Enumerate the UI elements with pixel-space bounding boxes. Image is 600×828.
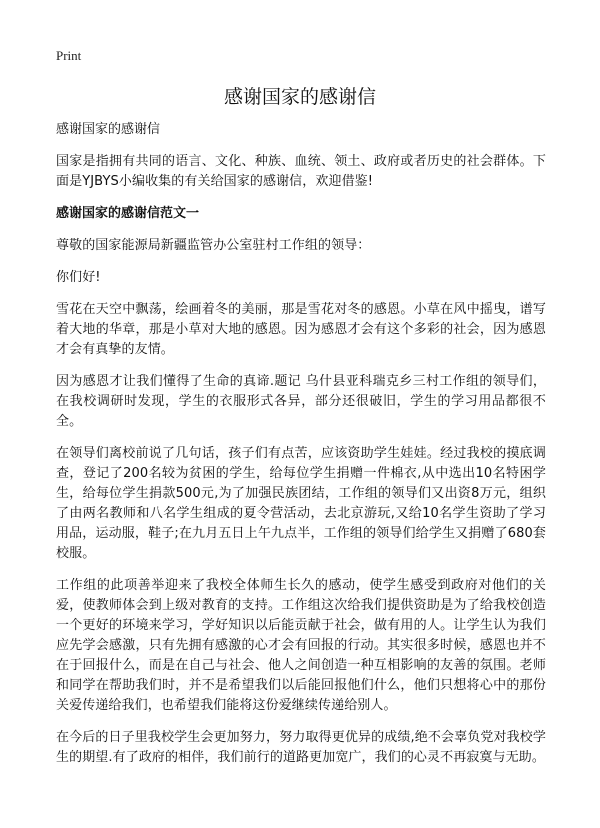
intro-paragraph: 国家是指拥有共同的语言、文化、种族、血统、领土、政府或者历史的社会群体。下面是YJBYS小编收集的有关给国家的感谢信，欢迎借鉴! xyxy=(56,154,546,189)
letter-salutation: 尊敬的国家能源局新疆监管办公室驻村工作组的领导： xyxy=(56,238,371,253)
article-subtitle: 感谢国家的感谢信 xyxy=(56,122,161,137)
body-paragraph-5: 在今后的日子里我校学生会更加努力，努力取得更优异的成绩,绝不会辜负党对我校学生的期望.有了政府的相伴，我们前行的道路更加宽广，我们的心灵不再寂寞与无助。 xyxy=(56,730,546,765)
body-paragraph-2: 因为感恩才让我们懂得了生命的真谛.题记 乌什县亚科瑞克乡三村工作组的领导们，在我校调研时发现，学生的衣服形式各异，部分还很破旧，学生的学习用品都很不全。 xyxy=(56,374,546,429)
print-link[interactable]: Print xyxy=(56,48,82,63)
section-heading: 感谢国家的感谢信范文一 xyxy=(56,206,200,221)
body-paragraph-3: 在领导们离校前说了几句话，孩子们有点苦，应该资助学生娃娃。经过我校的摸底调查，登记了200名较为贫困的学生，给每位学生捐赠一件棉衣,从中选出10名特困学生，给每位学生捐款500元,为了加强民族团结，工作组的领导们又出资8万元，组织了由两名教师和八名学生组成的夏令营活动，去北京游玩,又给10名学生资助了学习用品，运动服，鞋子;在九月五日上午九点半，工作组的领导们给学生又捐赠了680套校服。 xyxy=(56,446,546,561)
article-body xyxy=(56,120,546,780)
letter-greeting: 你们好! xyxy=(56,270,101,285)
body-paragraph-4: 工作组的此项善举迎来了我校全体师生长久的感动，使学生感受到政府对他们的关爱，使教师体会到上级对教育的支持。工作组这次给我们提供资助是为了给我校创造一个更好的环境来学习，学好知识以后能贡献于社会，做有用的人。让学生认为我们应先学会感激，只有先拥有感激的心才会有回报的行动。其实很多时候，感恩也并不在于回报什么，而是在自己与社会、他人之间创造一种互相影响的友善的氛围。老师和同学在帮助我们时，并不是希望我们以后能回报他们什么，他们只想将心中的那份关爱传递给我们，也希望我们能将这份爱继续传递给别人。 xyxy=(56,578,546,713)
body-paragraph-1: 雪花在天空中飘荡，绘画着冬的美丽，那是雪花对冬的感恩。小草在风中摇曳，谱写着大地的华章，那是小草对大地的感恩。因为感恩才会有这个多彩的社会，因为感恩才会有真挚的友情。 xyxy=(56,302,546,357)
page-title: 感谢国家的感谢信 xyxy=(223,86,376,108)
